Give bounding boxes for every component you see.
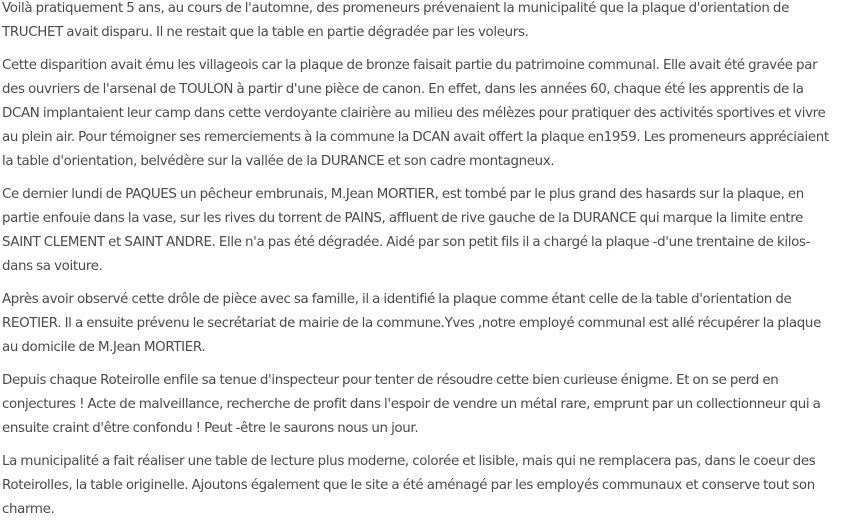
paragraph-discovery: Ce dernier lundi de PAQUES un pêcheur embrunais, M.Jean MORTIER, est tombé par le plus grand des hasards sur la plaque, en partie enfouie dans la vase, sur les rives du torrent de PAINS, affluent de rive gauche de la DURANCE qui marque la limite entre SAINT CLEMENT et SAINT ANDRE. Elle n'a pas été dégradée. Aidé par son petit fils il a chargé la plaque -d'une trentaine de kilos- dans sa voiture. — [2, 187, 811, 274]
paragraph-new-table: La municipalité a fait réaliser une table de lecture plus moderne, colorée et lisible, mais qui ne remplacera pas, dans le coeur des Roteirolles, la table originelle. Ajoutons également que le site a été aménagé par les employés communaux et conserve tout son charme. — [2, 454, 816, 517]
paragraph-history: Cette disparition avait ému les villageois car la plaque de bronze faisait partie du patrimoine communal. Elle avait été gravée par des ouvriers de l'arsenal de TOULON à partir d'une pièce de canon. En effet, dans les années 60, chaque été les apprentis de la DCAN implantaient leur camp dans cette verdoyante clairière au milieu des mélèzes pour pratiquer des activités sportives et vivre au plein air. Pour témoigner ses remerciements à la commune la DCAN avait offert la plaque en1959. Les promeneurs appréciaient la table d'orientation, belvédère sur la vallée de la DURANCE et son cadre montagneux. — [2, 58, 829, 169]
paragraph-investigation: Depuis chaque Roteirolle enfile sa tenue d'inspecteur pour tenter de résoudre cette bien curieuse énigme. Et on se perd en conjectures ! Acte de malveillance, recherche de profit dans l'espoir de vendre un métal rare, emprunt par un collectionneur qui a ensuite craint d'être confondu ! Peut -être le saurons nous un jour. — [2, 373, 821, 436]
paragraph-disappearance: Voilà pratiquement 5 ans, au cours de l'automne, des promeneurs prévenaient la municipalité que la plaque d'orientation de TRUCHET avait disparu. Il ne restait que la table en partie dégradée par les voleurs. — [2, 1, 789, 40]
paragraph-identification: Après avoir observé cette drôle de pièce avec sa famille, il a identifié la plaque comme étant celle de la table d'orientation de REOTIER. Il a ensuite prévenu le secrétariat de mairie de la commune.Yves ,notre employé communal est allé récupérer la plaque au domicile de M.Jean MORTIER. — [2, 292, 821, 355]
